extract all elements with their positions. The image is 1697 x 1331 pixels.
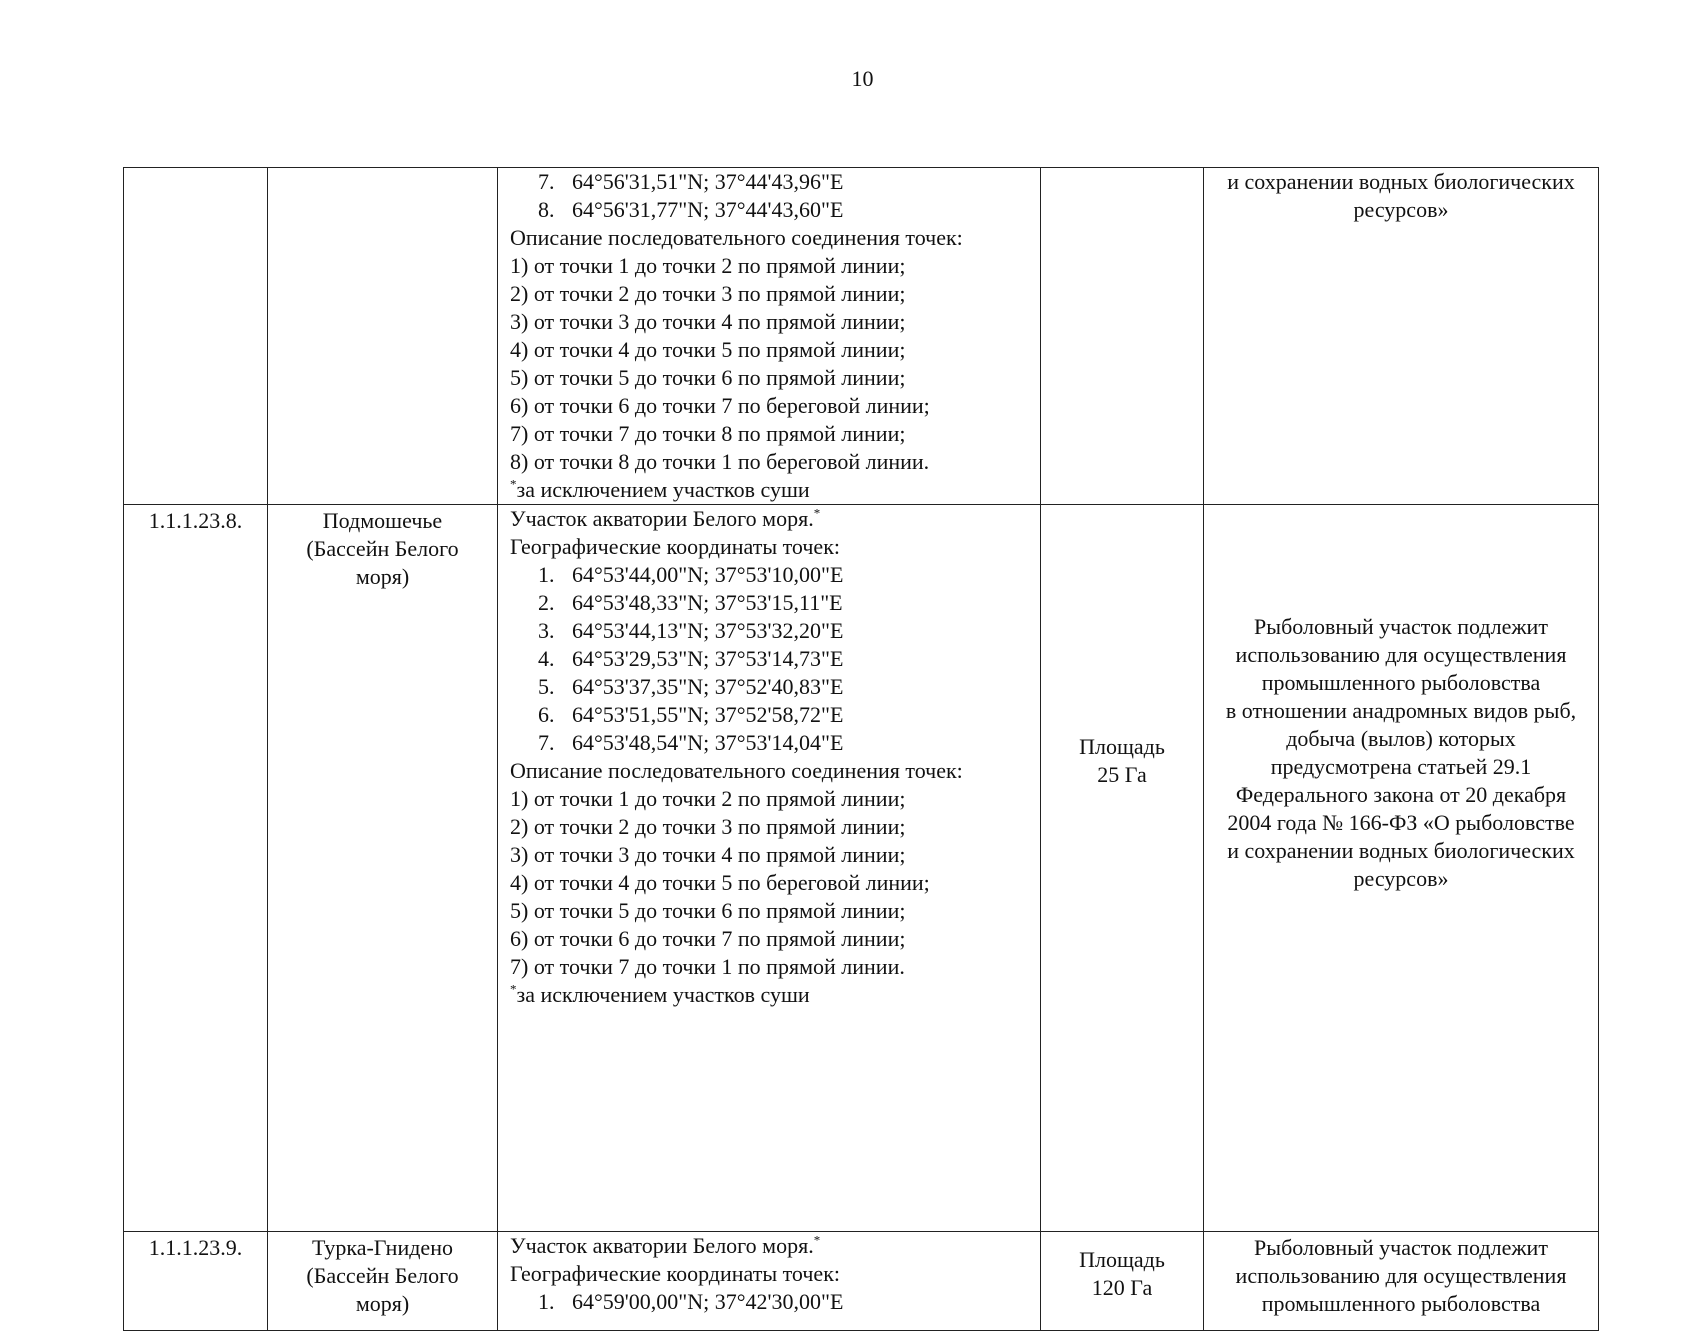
area-description [498,168,1041,505]
purpose-line: промышленного рыболовства [1261,670,1541,695]
point-coords: 64°53'48,33"N; 37°53'15,11"E [572,590,843,615]
area-name-line: (Бассейн Белого [306,536,459,561]
point-number: 2. [538,590,555,615]
area-name [268,1232,498,1331]
connection-line: 7) от точки 7 до точки 8 по прямой линии; [510,421,906,446]
purpose-line: ресурсов» [1353,866,1449,891]
connection-line: 4) от точки 4 до точки 5 по прямой линии; [510,337,906,362]
coords-title: Географические координаты точек: [510,1261,840,1286]
connection-line: 6) от точки 6 до точки 7 по прямой линии; [510,926,906,951]
purpose-line: добыча (вылов) которых [1286,726,1516,751]
purpose-line: Рыболовный участок подлежит [1254,614,1548,639]
purpose-line: и сохранении водных биологических [1227,838,1575,863]
area-size-line: Площадь [1079,1247,1165,1272]
footnote-mark: * [510,981,517,997]
row-number: 1.1.1.23.9. [124,1232,268,1331]
table-row [124,1232,1599,1331]
connection-title: Описание последовательного соединения точек: [510,225,963,250]
footnote-mark: * [813,505,821,521]
footnote [510,981,1036,1009]
footnote-text: за исключением участков суши [516,477,810,502]
coords-title: Географические координаты точек: [510,534,840,559]
purpose-line: использованию для осуществления [1235,642,1567,667]
purpose-line: Федерального закона от 20 декабря [1235,782,1567,807]
point-coords: 64°53'48,54"N; 37°53'14,04"E [572,730,844,755]
connection-line: 2) от точки 2 до точки 3 по прямой линии; [510,814,906,839]
area-name-line: Подмошечье [322,508,443,533]
connection-line: 8) от точки 8 до точки 1 по береговой линии. [510,449,930,474]
coordinate-point [510,589,1036,617]
footnote-mark: * [813,1232,821,1248]
connection-line: 3) от точки 3 до точки 4 по прямой линии; [510,842,906,867]
connection-line: 5) от точки 5 до точки 6 по прямой линии; [510,898,906,923]
point-number: 4. [538,646,555,671]
row-number: 1.1.1.23.8. [124,505,268,1232]
area-name-line: моря) [355,564,410,589]
row-number [124,168,268,505]
page-number: 10 [851,66,874,91]
area-size [1041,168,1204,505]
purpose-line: в отношении анадромных видов рыб, [1225,698,1577,723]
point-number: 7. [538,169,555,194]
point-coords: 64°53'37,35"N; 37°52'40,83"E [572,674,844,699]
connection-line: 1) от точки 1 до точки 2 по прямой линии; [510,253,906,278]
footnote-text: за исключением участков суши [516,982,810,1007]
point-coords: 64°53'44,00"N; 37°53'10,00"E [572,562,844,587]
connection-line: 7) от точки 7 до точки 1 по прямой линии. [510,954,905,979]
area-purpose [1204,168,1599,505]
coordinate-point [510,1288,1036,1316]
point-number: 1. [538,562,555,587]
point-number: 7. [538,730,555,755]
area-description [498,1232,1041,1331]
purpose-line: ресурсов» [1353,197,1449,222]
description-intro: Участок акватории Белого моря.* [510,505,821,531]
point-number: 5. [538,674,555,699]
fishing-areas-table [123,167,1599,1331]
connection-line: 3) от точки 3 до точки 4 по прямой линии; [510,309,906,334]
area-name-line: Турка-Гнидено [312,1235,453,1260]
connection-line: 1) от точки 1 до точки 2 по прямой линии; [510,786,906,811]
point-number: 1. [538,1289,555,1314]
connection-line: 2) от точки 2 до точки 3 по прямой линии; [510,281,906,306]
connection-line: 6) от точки 6 до точки 7 по береговой линии; [510,393,930,418]
area-name-line: моря) [355,1291,410,1316]
purpose-line: Рыболовный участок подлежит [1254,1235,1548,1260]
area-purpose [1204,1232,1599,1331]
point-number: 3. [538,618,555,643]
point-coords: 64°56'31,77"N; 37°44'43,60"E [572,197,844,222]
coordinate-point [510,168,1036,196]
point-coords: 64°56'31,51"N; 37°44'43,96"E [572,169,844,194]
purpose-line: использованию для осуществления [1235,1263,1567,1288]
connection-line: 4) от точки 4 до точки 5 по береговой линии; [510,870,930,895]
footnote [510,476,1036,504]
connection-line: 5) от точки 5 до точки 6 по прямой линии; [510,365,906,390]
point-coords: 64°53'44,13"N; 37°53'32,20"E [572,618,844,643]
table-row [124,168,1599,505]
area-name [268,168,498,505]
coordinate-point [510,561,1036,589]
area-name [268,505,498,1232]
footnote-mark: * [510,476,517,492]
connection-title: Описание последовательного соединения точек: [510,758,963,783]
coordinate-point [510,645,1036,673]
area-size-line: 120 Га [1091,1275,1153,1300]
point-coords: 64°59'00,00"N; 37°42'30,00"E [572,1289,844,1314]
purpose-line: и сохранении водных биологических [1227,169,1575,194]
area-size [1041,505,1204,1232]
point-coords: 64°53'29,53"N; 37°53'14,73"E [572,646,844,671]
coordinate-point [510,196,1036,224]
area-purpose [1204,505,1599,1232]
purpose-line: 2004 года № 166-ФЗ «О рыболовстве [1227,810,1575,835]
area-size-line: Площадь [1079,734,1165,759]
area-name-line: (Бассейн Белого [306,1263,459,1288]
purpose-line: промышленного рыболовства [1261,1291,1541,1316]
description-intro: Участок акватории Белого моря.* [510,1232,821,1258]
coordinate-point [510,617,1036,645]
point-number: 8. [538,197,555,222]
purpose-line: предусмотрена статьей 29.1 [1270,754,1532,779]
point-coords: 64°53'51,55"N; 37°52'58,72"E [572,702,844,727]
area-size-line: 25 Га [1097,762,1147,787]
coordinate-point [510,729,1036,757]
area-size [1041,1232,1204,1331]
point-number: 6. [538,702,555,727]
coordinate-point [510,673,1036,701]
coordinate-point [510,701,1036,729]
area-description [498,505,1041,1232]
table-row [124,505,1599,1232]
